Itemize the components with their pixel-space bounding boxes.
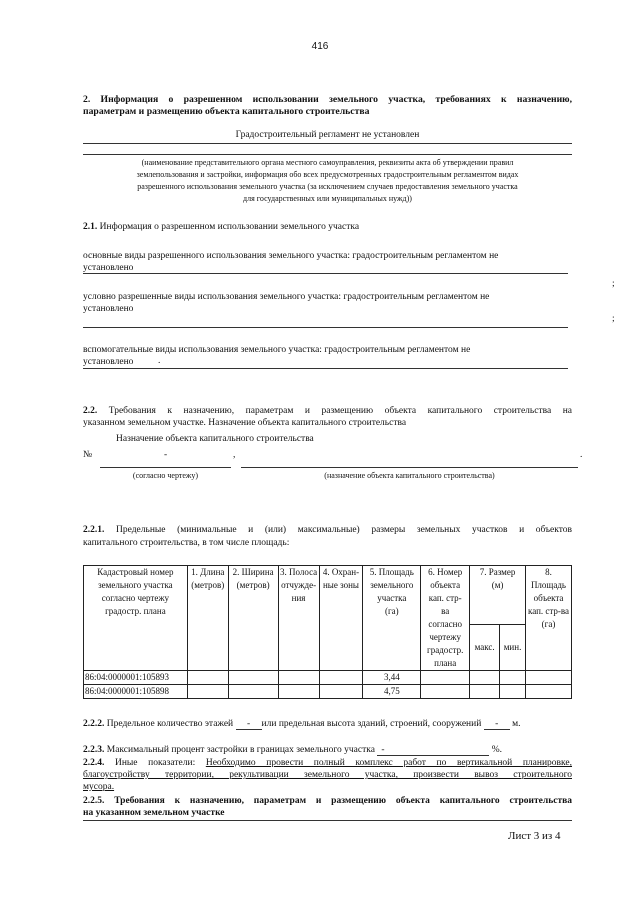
other-text-3: мусора. bbox=[83, 782, 115, 792]
cell bbox=[187, 685, 228, 699]
section225-line bbox=[83, 820, 572, 821]
section221-line1-text: Предельные (минимальные и (или) максимальные) размеры земельных участков и объектов bbox=[116, 525, 573, 535]
hdr-line: градостр. bbox=[427, 645, 464, 655]
header-max: макс. bbox=[470, 625, 500, 671]
other-text-1: Необходимо провести полный комплекс работ по вертикальной планировке, bbox=[205, 758, 573, 768]
hdr-line: градостр. плана bbox=[105, 606, 166, 616]
hdr-line: 1. Длина bbox=[191, 567, 225, 577]
conditional-uses-line bbox=[83, 327, 568, 328]
semicolon-1: ; bbox=[612, 279, 615, 289]
cell bbox=[421, 685, 470, 699]
semicolon-2: ; bbox=[612, 314, 615, 324]
height-text: или предельная высота зданий, строений, сооружений bbox=[261, 719, 482, 729]
header-area bbox=[363, 566, 421, 671]
hdr-line: 5. Площадь bbox=[369, 567, 414, 577]
main-uses-line1: основные виды разрешенного использования земельного участка: градостроительным регламентом не bbox=[83, 251, 499, 261]
number-line bbox=[100, 467, 231, 468]
section22-line1-text: Требования к назначению, параметрам и размещению объекта капитального строительства на bbox=[108, 406, 572, 416]
height-unit: м. bbox=[512, 719, 521, 729]
section21-num: 2.1. bbox=[83, 222, 98, 232]
hdr-line: (метров) bbox=[236, 580, 270, 590]
floors-text: Предельное количество этажей bbox=[106, 719, 234, 729]
section222 bbox=[83, 719, 520, 730]
section224-line1 bbox=[83, 758, 572, 768]
parameters-table bbox=[83, 565, 572, 699]
reglament-line-2 bbox=[83, 154, 572, 155]
section221-line1 bbox=[83, 525, 572, 535]
section223-num: 2.2.3. bbox=[83, 745, 105, 755]
caption-left: (согласно чертежу) bbox=[132, 471, 199, 480]
other-text-2: благоустройству территории, рекультивации земельного участка, произвести вывоз строительного bbox=[83, 770, 572, 780]
header-object-area bbox=[526, 566, 572, 671]
header-min: мин. bbox=[500, 625, 526, 671]
section225-line1: 2.2.5. Требования к назначению, параметрам и размещению объекта капитального строительства bbox=[83, 796, 572, 806]
area-cell: 4,75 bbox=[363, 685, 421, 699]
section22-line2-text: указанном земельном участке. Назначение объекта капитального строительства bbox=[83, 418, 407, 428]
auxiliary-uses-line1: вспомогательные виды использования земельного участка: градостроительным регламентом не bbox=[83, 345, 471, 355]
main-uses-line2: установлено bbox=[83, 263, 134, 273]
cadastral-cell: 86:04:0000001:105898 bbox=[84, 685, 188, 699]
cell bbox=[500, 685, 526, 699]
auxiliary-uses-line2: установлено bbox=[83, 357, 134, 367]
header-size bbox=[470, 566, 526, 625]
section224-num: 2.2.4. bbox=[83, 758, 105, 768]
hdr-line: чертежу bbox=[429, 632, 461, 642]
hdr-line: объекта bbox=[430, 580, 461, 590]
conditional-uses-line1: условно разрешенные виды использования земельного участка: градостроительным регламентом не bbox=[83, 292, 490, 302]
auxiliary-uses bbox=[83, 344, 470, 368]
header-cadastral bbox=[84, 566, 188, 671]
hdr-line: 7. Размер bbox=[479, 567, 516, 577]
floors-value: - bbox=[236, 719, 262, 730]
hdr-line: кап. стр- bbox=[428, 593, 462, 603]
cell bbox=[319, 671, 363, 685]
note-line: землепользования и застройки, информация обо всех предусмотренных градостроительным регламентом видах bbox=[136, 170, 519, 179]
hdr-line: 2. Ширина bbox=[232, 567, 274, 577]
cell bbox=[228, 685, 278, 699]
area-cell: 3,44 bbox=[363, 671, 421, 685]
section22-line3: Назначение объекта капитального строительства bbox=[116, 434, 314, 444]
hdr-line: (га) bbox=[541, 619, 556, 629]
header-object-number bbox=[421, 566, 470, 671]
header-protected-zones bbox=[319, 566, 363, 671]
section22-num: 2.2. bbox=[83, 406, 98, 416]
header-width bbox=[228, 566, 278, 671]
cell bbox=[470, 685, 500, 699]
hdr-line: отчужде- bbox=[281, 580, 317, 590]
section22-line2 bbox=[83, 418, 463, 430]
section225-line2: на указанном земельном участке bbox=[83, 808, 225, 818]
hdr-line: (м) bbox=[491, 580, 504, 590]
table-row bbox=[84, 671, 572, 685]
section21-title-text: Информация о разрешенном использовании земельного участка bbox=[99, 222, 360, 232]
main-uses bbox=[83, 250, 498, 274]
number-dash: - bbox=[164, 450, 168, 460]
coverage-unit: %. bbox=[491, 745, 503, 755]
section221-line2: капитального строительства, в том числе площадь: bbox=[83, 538, 290, 548]
hdr-line: объекта bbox=[533, 593, 564, 603]
cadastral-cell: 86:04:0000001:105893 bbox=[84, 671, 188, 685]
header-length bbox=[187, 566, 228, 671]
coverage-value: - bbox=[377, 745, 489, 756]
cell bbox=[470, 671, 500, 685]
coverage-text: Максимальный процент застройки в границах земельного участка bbox=[106, 745, 375, 755]
cell bbox=[319, 685, 363, 699]
hdr-line: ные зоны bbox=[322, 580, 359, 590]
section22-line1 bbox=[83, 406, 572, 416]
note-line: для государственных или муниципальных нужд)) bbox=[243, 194, 412, 203]
hdr-line: ва bbox=[441, 606, 450, 616]
cell bbox=[228, 671, 278, 685]
section2-heading-line1: 2. Информация о разрешенном использовании земельного участка, требованиях к назначению, bbox=[83, 94, 572, 105]
hdr-line: участка bbox=[377, 593, 407, 603]
hdr-line: согласно bbox=[428, 619, 462, 629]
cell bbox=[526, 685, 572, 699]
conditional-uses bbox=[83, 291, 489, 315]
hdr-line: 6. Номер bbox=[428, 567, 463, 577]
hdr-line: 8. Площадь bbox=[530, 567, 567, 590]
hdr-line: земельного участка bbox=[98, 580, 173, 590]
auxiliary-uses-line bbox=[83, 368, 568, 369]
purpose-line bbox=[241, 467, 578, 468]
section221-num: 2.2.1. bbox=[83, 525, 105, 535]
other-label: Иные показатели: bbox=[114, 758, 196, 768]
section222-num: 2.2.2. bbox=[83, 719, 105, 729]
cell bbox=[500, 671, 526, 685]
hdr-line: Кадастровый номер bbox=[97, 567, 174, 577]
reglament-text: Градостроительный регламент не установлен bbox=[235, 130, 420, 140]
hdr-line: согласно чертежу bbox=[101, 593, 170, 603]
sheet-footer: Лист 3 из 4 bbox=[508, 830, 561, 842]
number-dot: . bbox=[580, 450, 583, 460]
note-line: разрешенного использования земельного участка (за исключением случаев предоставления земельного участка bbox=[137, 182, 518, 191]
section2-heading-line2: параметрам и размещению объекта капитального строительства bbox=[83, 106, 370, 117]
table-header-row bbox=[84, 566, 572, 625]
section21-title bbox=[83, 222, 359, 232]
reglament-line bbox=[83, 143, 572, 144]
hdr-line: 4. Охран- bbox=[322, 567, 360, 577]
hdr-line: 3. Полоса bbox=[279, 567, 318, 577]
section223 bbox=[83, 745, 502, 756]
cell bbox=[278, 671, 319, 685]
hdr-line: (га) bbox=[384, 606, 399, 616]
section2-note bbox=[83, 157, 572, 205]
height-value: - bbox=[484, 719, 510, 730]
number-label: № bbox=[83, 450, 93, 460]
table-row bbox=[84, 685, 572, 699]
note-line: (наименование представительного органа местного самоуправления, реквизиты акта об утверждении правил bbox=[141, 158, 514, 167]
hdr-line: ния bbox=[291, 593, 306, 603]
number-comma: , bbox=[233, 450, 236, 460]
header-alienation bbox=[278, 566, 319, 671]
conditional-uses-line2: установлено bbox=[83, 304, 134, 314]
caption-right: (назначение объекта капитального строительства) bbox=[324, 471, 495, 480]
hdr-line: земельного bbox=[370, 580, 414, 590]
main-uses-line bbox=[83, 273, 568, 274]
auxiliary-dot: . bbox=[158, 356, 161, 366]
cell bbox=[187, 671, 228, 685]
cell bbox=[526, 671, 572, 685]
hdr-line: (метров) bbox=[191, 580, 225, 590]
page-number: 416 bbox=[311, 41, 329, 52]
cell bbox=[278, 685, 319, 699]
hdr-line: плана bbox=[434, 658, 457, 668]
cell bbox=[421, 671, 470, 685]
hdr-line: кап. стр-ва bbox=[527, 606, 570, 616]
